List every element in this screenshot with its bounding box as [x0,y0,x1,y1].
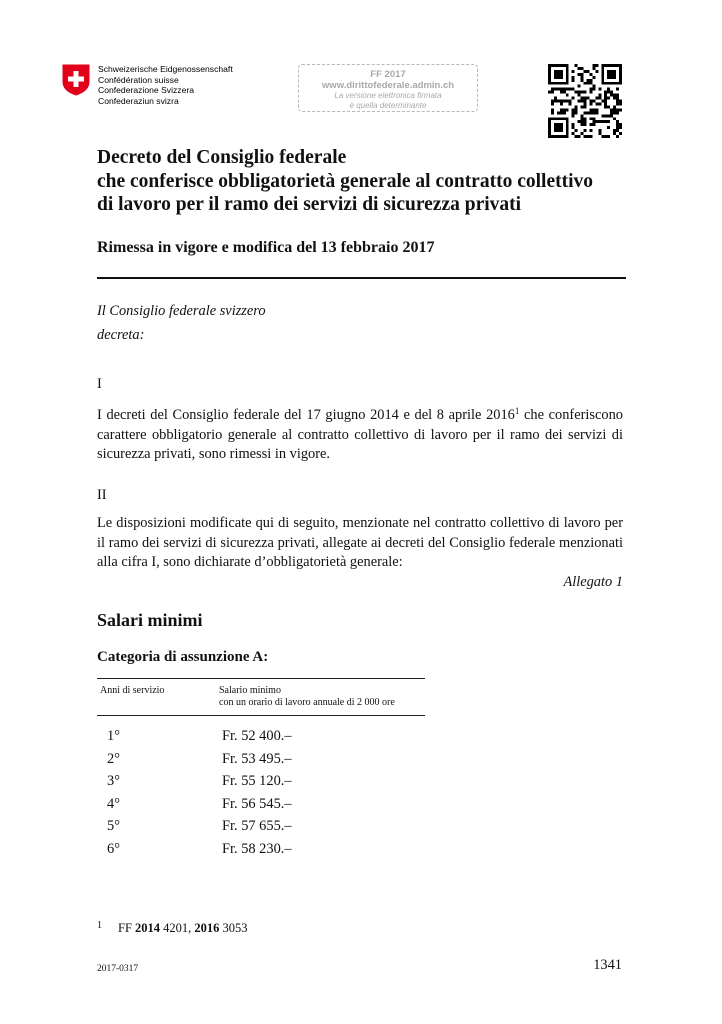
section-1-paragraph [97,402,623,465]
cell-salary: Fr. 52 400.– [222,728,292,744]
footnote-text: 3053 [219,921,248,935]
swiss-cross-icon [62,64,90,96]
footnote-text: 4201, [160,921,195,935]
footnote-year: 2016 [194,921,220,935]
cell-year: 1° [107,728,120,744]
table-top-rule [97,678,425,679]
column-header-line: con un orario di lavoro annuale di 2 000 ore [219,696,395,708]
stamp-line: FF 2017 [370,69,406,80]
column-header-years: Anni di servizio [100,685,165,696]
cell-salary: Fr. 58 230.– [222,840,292,857]
paragraph-text: I decreti del Consiglio federale del 17 giugno 2014 e del 8 aprile 2016 [97,407,515,423]
cell-salary: Fr. 55 120.– [222,773,292,789]
table-row [97,796,425,818]
page-number: 1341 [593,957,622,973]
cell-salary: Fr. 53 495.– [222,750,292,767]
table-row [97,773,425,795]
paragraph-text: che conferiscono carattere obbligatorio generale al contratto collettivo di lavoro per il ramo dei servizi di sicurezza privati, sono rimessi in vigore. [97,407,623,463]
document-title [97,146,657,217]
footnote-number: 1 [97,920,102,931]
section-label: II [97,487,107,503]
cell-year: 5° [107,818,120,834]
column-header-salary [219,685,395,708]
stamp-line: La versione elettronica firmata [334,91,442,100]
org-line: Schweizerische Eidgenossenschaft [98,64,233,74]
document-subtitle: Rimessa in vigore e modifica del 13 febbraio 2017 [97,239,435,256]
cell-year: 3° [107,773,120,789]
footnote [97,920,248,936]
cell-salary: Fr. 56 545.– [222,795,292,812]
table-row [97,728,425,750]
table-row [97,751,425,773]
document-number: 2017-0317 [97,964,139,974]
subsection-heading: Categoria di assunzione A: [97,649,269,665]
preamble-decreta: decreta: [97,327,145,343]
cell-year: 6° [107,840,120,857]
title-line: che conferisce obbligatorietà generale al contratto collettivo [97,170,594,192]
table-row [97,841,425,863]
title-divider [97,277,626,279]
org-line: Confederazione Svizzera [98,85,195,95]
title-line: Decreto del Consiglio federale [97,147,347,168]
table-header-rule [97,715,425,716]
preamble-council: Il Consiglio federale svizzero [97,303,266,319]
annex-label: Allegato 1 [563,574,623,590]
qr-code-icon [548,64,622,138]
footnote-text: FF [118,921,136,935]
section-2-paragraph: Le disposizioni modificate qui di seguito, menzionate nel contratto collettivo di lavoro per il ramo dei servizi di sicurezza privati, allegate ai decreti del Consiglio federale menzionati alla cifra I, sono dichiarate d’obbligatorietà generale: [97,515,623,571]
footnote-reference[interactable]: 1 [514,406,520,416]
table-row [97,818,425,840]
cell-year: 2° [107,750,120,767]
section-label: I [97,376,102,392]
stamp-line: www.dirittofederale.admin.ch [321,80,455,91]
footnote-year: 2014 [135,921,161,935]
stamp-line: è quella determinante [349,100,427,110]
column-header-line: Salario minimo [219,685,281,696]
cell-year: 4° [107,795,120,812]
cell-salary: Fr. 57 655.– [222,818,292,834]
org-line: Confédération suisse [98,74,179,85]
title-line: di lavoro per il ramo dei servizi di sicurezza privati [97,194,522,215]
section-heading: Salari minimi [97,610,203,630]
federal-administration-org-name [98,64,233,106]
publication-stamp [298,64,478,112]
org-line: Confederaziun svizra [98,95,179,106]
